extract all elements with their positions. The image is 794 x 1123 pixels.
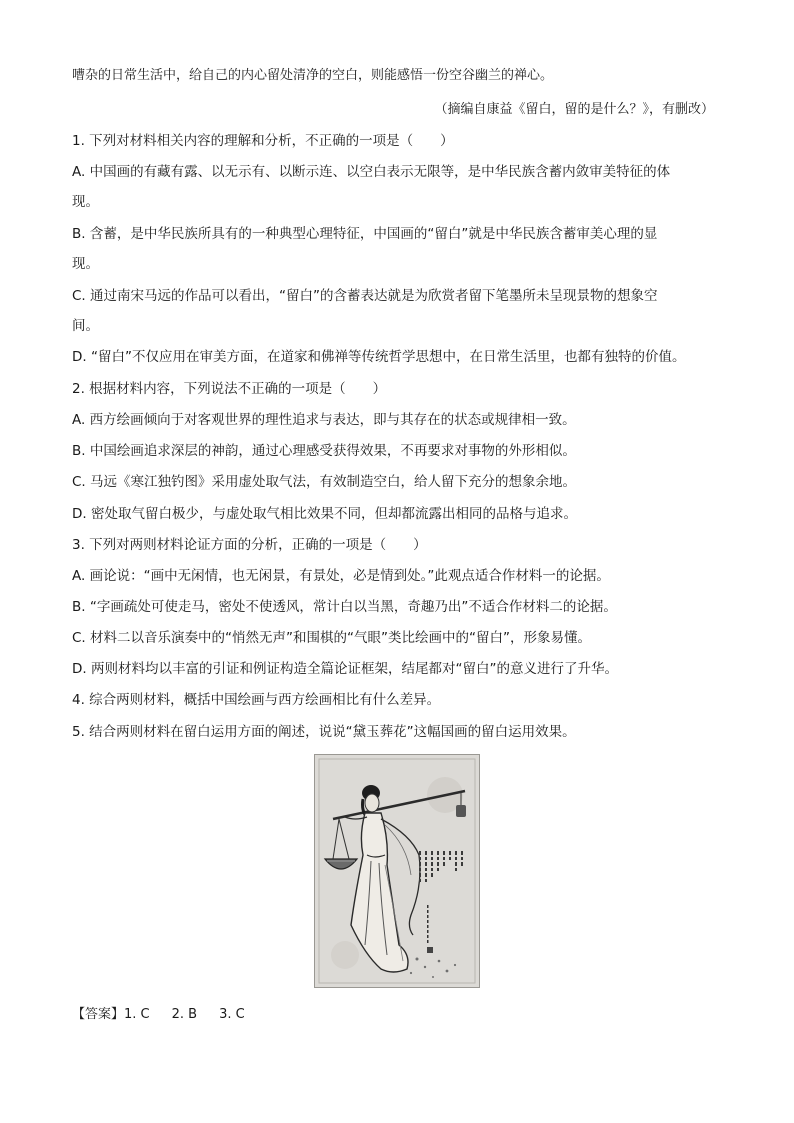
answer-line xyxy=(72,1003,245,1022)
q2-option-b: B. 中国绘画追求深层的神韵，通过心理感受获得效果，不再要求对事物的外形相似。 xyxy=(72,443,576,459)
source-note: （摘编自康益《留白，留的是什么？》，有删改） xyxy=(434,102,714,117)
answer-item-3: 3. C xyxy=(219,1007,245,1022)
question-5-stem: 5. 结合两则材料在留白运用方面的阐述，说说“黛玉葬花”这幅国画的留白运用效果。 xyxy=(72,724,576,740)
q1-option-b-cont: 现。 xyxy=(72,256,99,272)
question-3-stem: 3. 下列对两则材料论证方面的分析，正确的一项是（ ） xyxy=(72,537,427,553)
q1-option-b: B. 含蓄，是中华民族所具有的一种典型心理特征，中国画的“留白”就是中华民族含蓄审美心理的显 xyxy=(72,226,658,242)
question-4-stem: 4. 综合两则材料，概括中国绘画与西方绘画相比有什么差异。 xyxy=(72,692,441,708)
q3-option-d: D. 两则材料均以丰富的引证和例证构造全篇论证框架，结尾都对“留白”的意义进行了升华。 xyxy=(72,661,618,677)
q3-option-b: B. “字画疏处可使走马，密处不使透风，常计白以当黑，奇趣乃出”不适合作材料二的论据。 xyxy=(72,599,617,615)
question-2-stem: 2. 根据材料内容，下列说法不正确的一项是（ ） xyxy=(72,381,387,397)
answer-item-1: 1. C xyxy=(124,1007,150,1022)
q1-option-c-cont: 间。 xyxy=(72,318,99,334)
intro-text: 嘈杂的日常生活中，给自己的内心留处清净的空白，则能感悟一份空谷幽兰的禅心。 xyxy=(72,68,554,83)
daiyu-burying-flowers-painting-icon xyxy=(314,754,480,988)
q1-option-a: A. 中国画的有藏有露、以无示有、以断示连、以空白表示无限等，是中华民族含蓄内敛审美特征的体 xyxy=(72,164,671,180)
q3-option-c: C. 材料二以音乐演奏中的“悄然无声”和围棋的“气眼”类比绘画中的“留白”，形象易懂。 xyxy=(72,630,591,646)
answer-item-2: 2. B xyxy=(171,1007,198,1022)
question-1-stem: 1. 下列对材料相关内容的理解和分析，不正确的一项是（ ） xyxy=(72,133,454,149)
q1-option-a-cont: 现。 xyxy=(72,194,99,210)
answer-label: 【答案】 xyxy=(72,1007,125,1022)
q3-option-a: A. 画论说：“画中无闲情，也无闲景，有景处，必是情到处。”此观点适合作材料一的论据。 xyxy=(72,568,610,584)
q1-option-c: C. 通过南宋马远的作品可以看出，“留白”的含蓄表达就是为欣赏者留下笔墨所未呈现景物的想象空 xyxy=(72,288,658,304)
q2-option-d: D. 密处取气留白极少，与虚处取气相比效果不同，但却都流露出相同的品格与追求。 xyxy=(72,506,577,522)
q2-option-c: C. 马远《寒江独钓图》采用虚处取气法，有效制造空白，给人留下充分的想象余地。 xyxy=(72,474,577,490)
q1-option-d: D. “留白”不仅应用在审美方面，在道家和佛禅等传统哲学思想中，在日常生活里，也都有独特的价值。 xyxy=(72,349,686,365)
q2-option-a: A. 西方绘画倾向于对客观世界的理性追求与表达，即与其存在的状态或规律相一致。 xyxy=(72,412,576,428)
